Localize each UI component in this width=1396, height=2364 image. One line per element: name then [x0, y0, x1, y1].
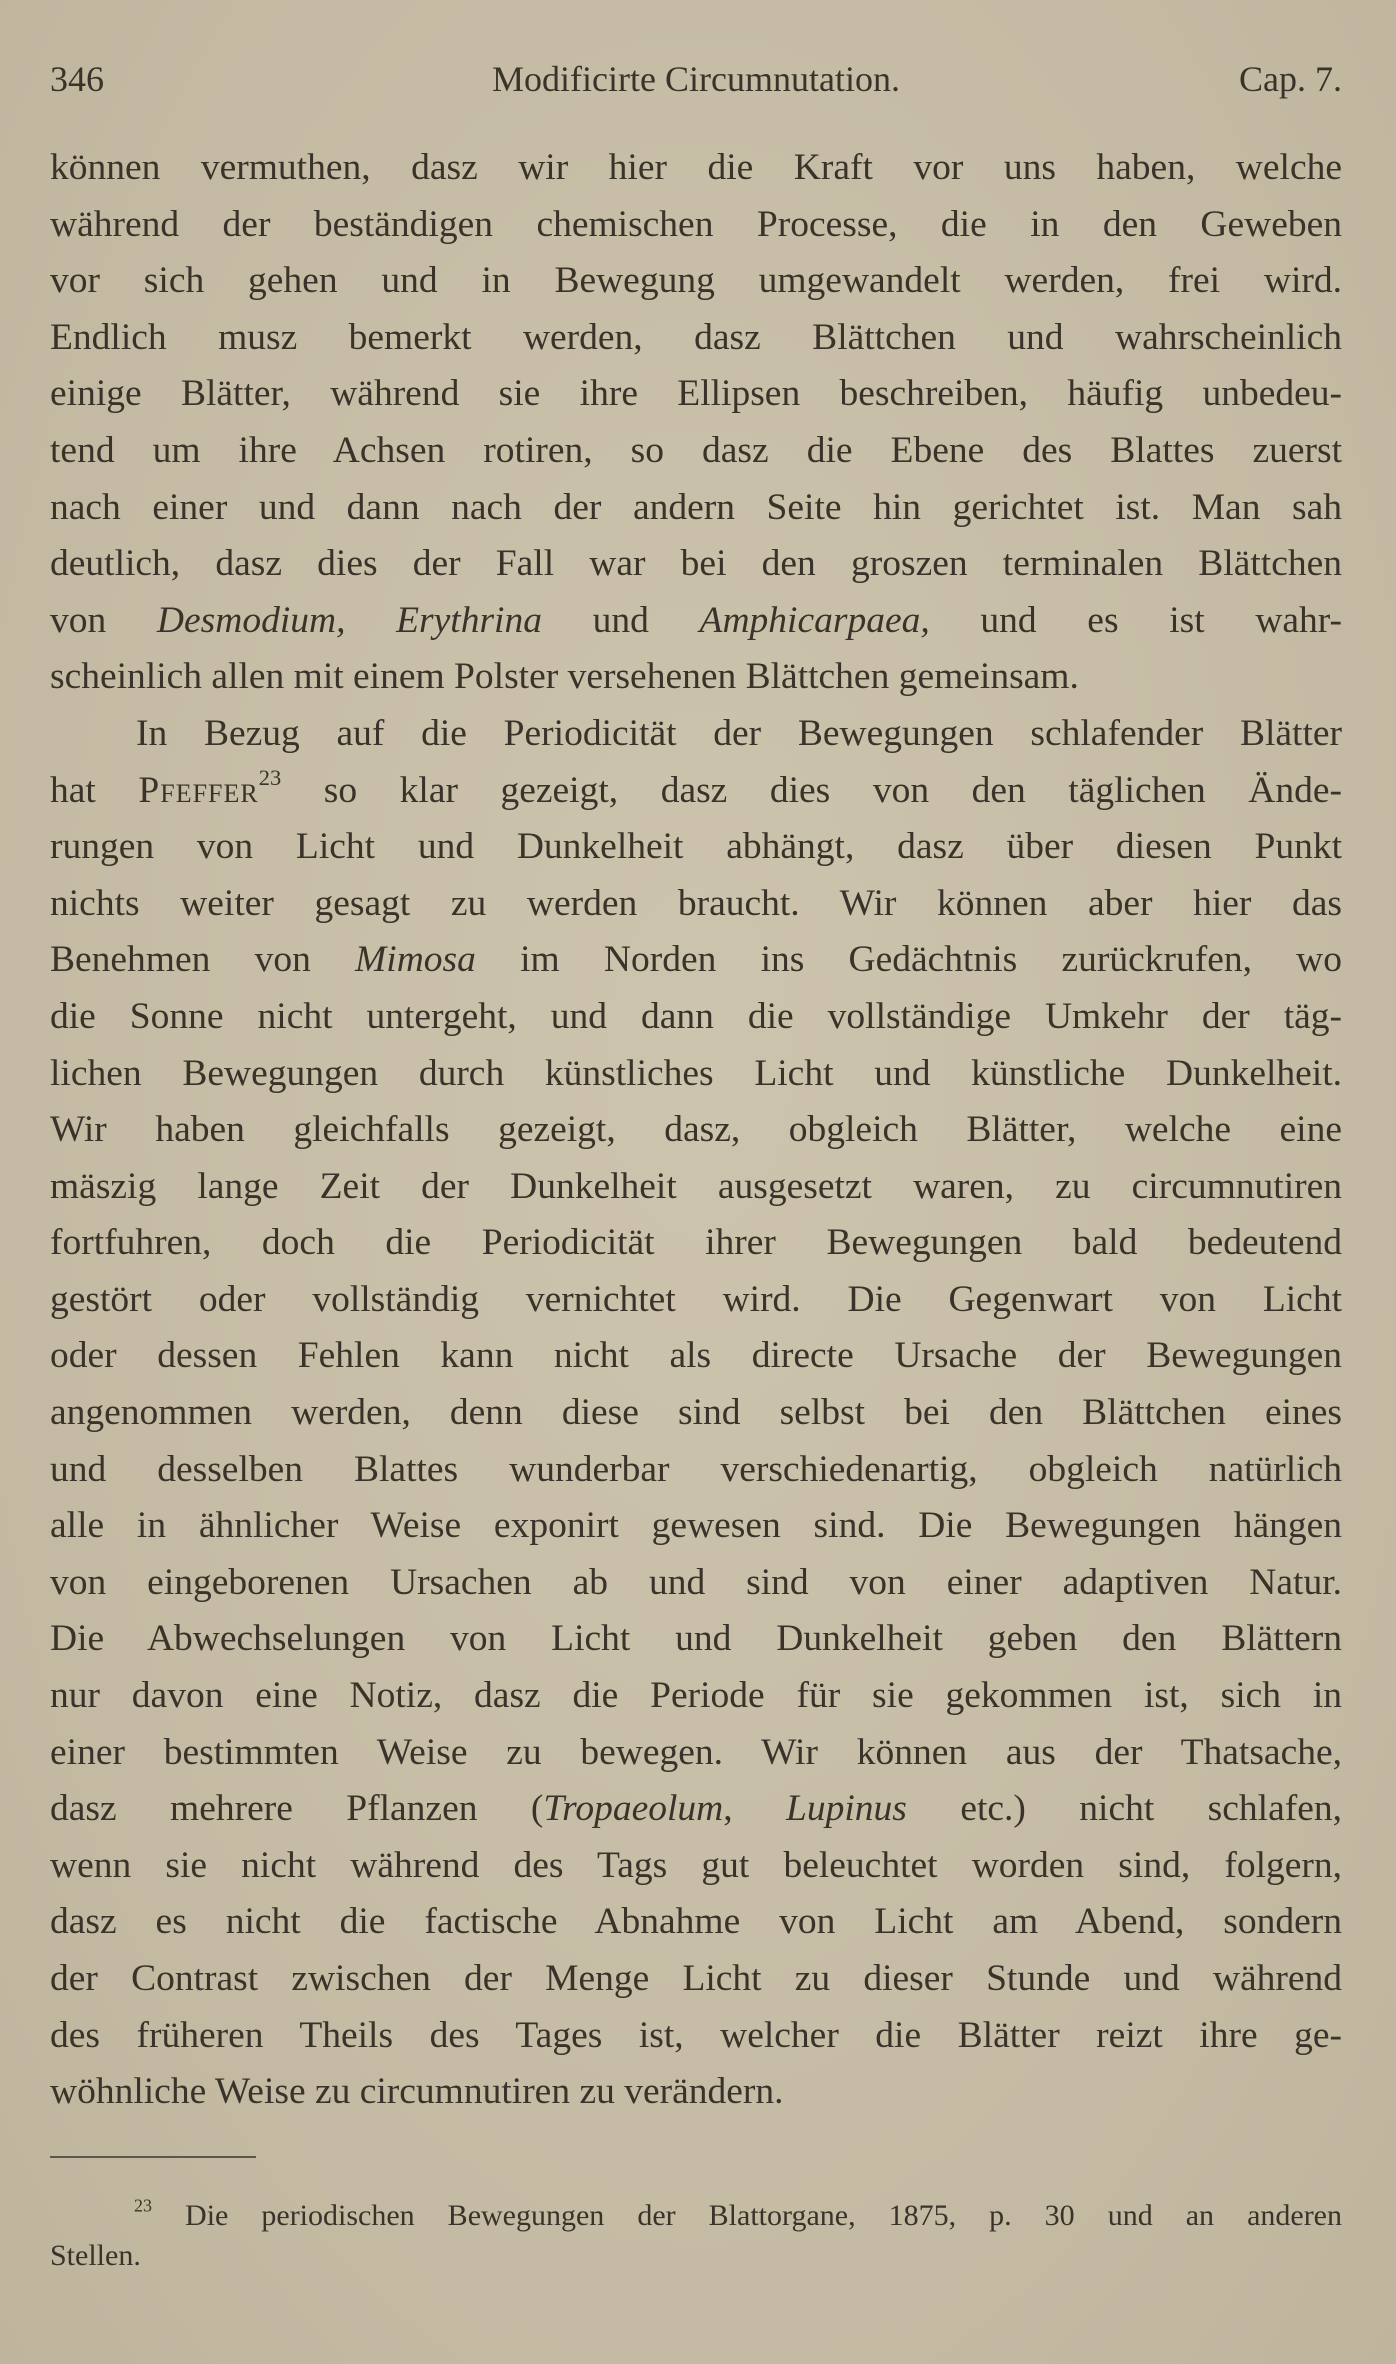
text-line: und desselben Blattes wunderbar verschiedenartig, obgleich natürlich [50, 1448, 1342, 1490]
text-run: von [50, 599, 107, 641]
footnote-line: Stellen. [50, 2239, 141, 2272]
text-run: im Norden ins Gedächtnis zurückrufen, wo [520, 939, 1343, 981]
footnote-reference[interactable]: 23 [258, 764, 282, 790]
text-line: fortfuhren, doch die Periodicität ihrer Bewegungen bald bedeutend [50, 1222, 1342, 1264]
body-text [50, 140, 1342, 2121]
footnote-line [50, 2196, 1342, 2236]
text-run: , [723, 1788, 733, 1830]
text-line: wöhnliche Weise zu circumnutiren zu verändern. [50, 2071, 784, 2113]
text-line: die Sonne nicht untergeht, und dann die vollständige Umkehr der täg- [50, 995, 1342, 1037]
text-line: lichen Bewegungen durch künstliches Licht und künstliche Dunkelheit. [50, 1052, 1342, 1094]
text-line: Endlich musz bemerkt werden, dasz Blättchen und wahrscheinlich [50, 316, 1342, 358]
text-line [50, 763, 1342, 820]
text-run: Benehmen von [50, 939, 311, 981]
taxon-name: Mimosa [355, 939, 476, 981]
taxon-name: Erythrina [396, 599, 542, 641]
text-line: der Contrast zwischen der Menge Licht zu dieser Stunde und während [50, 1958, 1342, 1999]
chapter-label: Cap. 7. [1239, 59, 1342, 99]
text-run: und es ist wahr- [980, 599, 1343, 641]
text-line: In Bezug auf die Periodicität der Bewegungen schlafender Blätter [136, 712, 1342, 754]
text-line: während der beständigen chemischen Processe, die in den Geweben [50, 203, 1342, 245]
page-number: 346 [50, 59, 104, 99]
taxon-name: Tropaeolum [543, 1788, 724, 1830]
text-line: deutlich, dasz dies der Fall war bei den groszen terminalen Blättchen [50, 543, 1342, 585]
text-line: tend um ihre Achsen rotiren, so dasz die Ebene des Blattes zuerst [50, 429, 1342, 471]
text-line: einer bestimmten Weise zu bewegen. Wir können aus der Thatsache, [50, 1731, 1342, 1773]
footnote [50, 2196, 1342, 2276]
text-line [50, 932, 1342, 989]
page-header [50, 54, 1342, 104]
footnote-text: Die periodischen Bewegungen der Blattorgane, 1875, p. 30 und an anderen [185, 2199, 1342, 2232]
taxon-name: Desmodium, [156, 599, 346, 641]
text-line: Die Abwechselungen von Licht und Dunkelheit geben den Blättern [50, 1618, 1342, 1660]
text-line: von eingeborenen Ursachen ab und sind von einer adaptiven Natur. [50, 1561, 1342, 1603]
text-run: dasz mehrere Pflanzen ( [50, 1788, 544, 1830]
text-line [50, 593, 1342, 650]
author-name: Pfeffer [138, 769, 259, 811]
text-line: rungen von Licht und Dunkelheit abhängt, dasz über diesen Punkt [50, 826, 1342, 868]
text-line: scheinlich allen mit einem Polster versehenen Blättchen gemeinsam. [50, 656, 1079, 698]
text-line: mäszig lange Zeit der Dunkelheit ausgesetzt waren, zu circumnutiren [50, 1165, 1342, 1207]
text-line [50, 1781, 1342, 1838]
text-run: etc.) nicht schlafen, [960, 1788, 1342, 1830]
text-line: nichts weiter gesagt zu werden braucht. Wir können aber hier das [50, 882, 1342, 924]
text-line: einige Blätter, während sie ihre Ellipsen beschreiben, häufig unbedeu- [50, 373, 1342, 415]
running-title: Modificirte Circumnutation. [492, 59, 900, 99]
taxon-name: Amphicarpaea, [699, 599, 930, 641]
text-run: so klar gezeigt, dasz dies von den täglichen Ände- [323, 769, 1343, 811]
text-line: nur davon eine Notiz, dasz die Periode für sie gekommen ist, sich in [50, 1675, 1342, 1717]
text-line: des früheren Theils des Tages ist, welcher die Blätter reizt ihre ge- [50, 2014, 1342, 2056]
text-run: und [592, 599, 649, 641]
text-line: können vermuthen, dasz wir hier die Kraft vor uns haben, welche [50, 147, 1342, 188]
text-run: hat [50, 769, 96, 811]
text-line: alle in ähnlicher Weise exponirt gewesen sind. Die Bewegungen hängen [50, 1505, 1342, 1547]
taxon-name: Lupinus [786, 1788, 907, 1830]
text-line: dasz es nicht die factische Abnahme von Licht am Abend, sondern [50, 1901, 1342, 1943]
text-line: angenommen werden, denn diese sind selbst bei den Blättchen eines [50, 1392, 1342, 1434]
text-line: vor sich gehen und in Bewegung umgewandelt werden, frei wird. [50, 260, 1342, 302]
footnote-divider [50, 2156, 256, 2158]
text-line: oder dessen Fehlen kann nicht als directe Ursache der Bewegungen [50, 1335, 1342, 1377]
text-line: gestört oder vollständig vernichtet wird. Die Gegenwart von Licht [50, 1278, 1342, 1320]
text-line: nach einer und dann nach der andern Seite hin gerichtet ist. Man sah [50, 486, 1342, 528]
text-line: wenn sie nicht während des Tags gut beleuchtet worden sind, folgern, [50, 1844, 1342, 1886]
text-line: Wir haben gleichfalls gezeigt, dasz, obgleich Blätter, welche eine [50, 1109, 1342, 1151]
footnote-mark: 23 [134, 2195, 152, 2216]
